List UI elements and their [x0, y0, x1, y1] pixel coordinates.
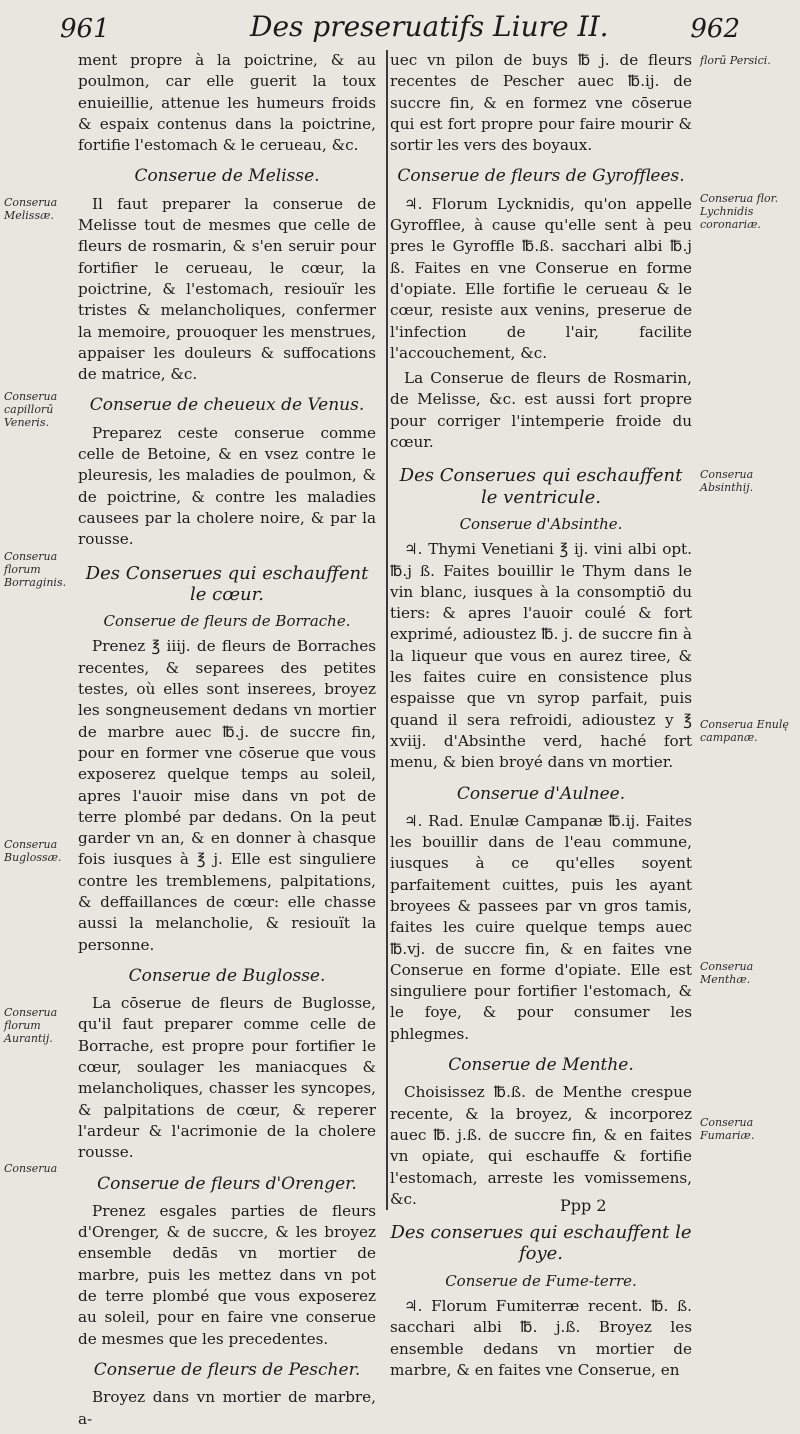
margin-note-capillorum: Conserua capillorū Veneris. [4, 390, 58, 429]
section-heading: Conserue de fleurs d'Orenger. [97, 1173, 357, 1194]
paragraph: Il faut preparer la conserue de Melisse tout de mesmes que celle de fleurs de rosmarin, & s'en seruir pour fortifier le cerueau, le cœur, la poictrine, & l'estomach, resiouïr les tristes & melancholiques, confermer la memoire, prouoquer les menstrues, appaiser les douleurs & suffocations de matrice, &c. [78, 194, 376, 384]
paragraph: uec vn pilon de buys ℔ j. de fleurs recentes de Pescher auec ℔.ij. de succre fin, & en formez vne cōserue qui est fort propre pour faire mourir & sortir les vers des boyaux. [390, 51, 692, 155]
section-heading: Conserue de cheueux de Venus. [89, 395, 365, 416]
paragraph: Prenez esgales parties de fleurs d'Orenger, & de succre, & les broyez ensemble dedās vn mortier de marbre, puis les mettez dans vn pot de terre plombé que vous exposerez au soleil, pour en faire vne conserue de mesmes que les precedentes. [78, 1201, 376, 1348]
paragraph: Prenez ℥ iiij. de fleurs de Borraches recentes, & separees des petites testes, où elles sont inserees, broyez les songneusement dedans vn mortier de marbre auec ℔.j. de succre fin, pour en former vne cōserue que vous exposerez quelque temps au soleil, apres l'auoir mise dans vn pot de terre plombé par dedans. On la peut garder vn an, & en donner à chasque fois iusques à ℥ j. Elle est singuliere contre les tremblemens, palpitations, & deffaillances de cœur: elle chasse aussi la melancholie, & resiouït la personne. [78, 637, 376, 954]
folio-left: 961 [60, 14, 110, 44]
paragraph: ♃. Thymi Venetiani ℥ ij. vini albi opt. ℔.j ß. Faites bouillir le Thym dans le vin blanc, iusques à la consomptiō du tiers: & apres l'auoir coulé & fort exprimé, adioustez ℔. j. de succre fin à la liqueur que vous en aurez tiree, & les faites cuire en consistence plus espaisse que vn syrop parfait, puis quand il sera refroidi, adioustez y ℥ xviij. d'Absinthe verd, haché fort menu, & bien broyé dans vn mortier. [390, 540, 692, 772]
chapter-heading: Des conserues qui eschauffent le foye. [390, 1222, 692, 1265]
margin-note-aurantij: Conserua florum Aurantij. [4, 1006, 58, 1045]
paragraph: Choisissez ℔.ß. de Menthe crespue recente, & la broyez, & incorporez auec ℔. j.ß. de succre fin, & en faites vn opiate, qui eschauffe & fortifie l'estomach, arreste les vomissemens, &c. [390, 1083, 692, 1208]
paragraph: ♃. Florum Lycknidis, qu'on appelle Gyrofflee, à cause qu'elle sent à peu pres le Gyroffle ℔.ß. sacchari albi ℔.j ß. Faites en vne Conserue en forme d'opiate. Elle fortifie le cerueau & le cœur, resiste aux venins, preserue de l'infection de l'air, facilite l'accouchement, &c. [390, 194, 692, 362]
chapter-heading: Des Conserues qui eschauffent le ventricule. [399, 465, 683, 508]
margin-note-buglossae: Conserua Buglossæ. [4, 838, 62, 864]
running-title: Des preseruatifs Liure II. [250, 10, 609, 43]
right-column [390, 50, 692, 1385]
margin-note-absinthij: Conserua Absinthij. [700, 468, 754, 494]
section-heading: Conserue de fleurs de Gyrofflees. [397, 166, 685, 187]
section-heading: Conserue de Buglosse. [128, 965, 326, 986]
margin-note-borraginis: Conserua florum Borraginis. [4, 550, 67, 589]
margin-note-melissae: Conserua Melissæ. [4, 196, 58, 222]
section-subheading: Conserue d'Absinthe. [459, 514, 623, 533]
margin-note-left-last: Conserua [4, 1162, 58, 1175]
paragraph: La Conserue de fleurs de Rosmarin, de Melisse, &c. est aussi fort propre pour corriger l'intemperie froide du cœur. [390, 369, 692, 452]
paragraph: La cōserue de fleurs de Buglosse, qu'il faut preparer comme celle de Borrache, est propre pour fortifier le cœur, soulager les maniacques & melancholiques, chasser les syncopes, & palpitations de cœur, & reperer l'ardeur & l'acrimonie de la cholere rousse. [78, 994, 376, 1162]
margin-note-enulae: Conserua Enulę campanæ. [700, 718, 789, 744]
folio-right: 962 [690, 14, 740, 44]
column-divider [386, 50, 388, 1210]
paragraph: Broyez dans vn mortier de marbre, a- [78, 1388, 376, 1428]
section-heading: Conserue d'Aulnee. [456, 783, 626, 804]
margin-note-fumariae: Conserua Fumariæ. [700, 1116, 755, 1142]
paragraph: Preparez ceste conserue comme celle de Betoine, & en vsez contre le pleuresis, les maladies de poulmon, & de poictrine, & contre les maladies causees par la cholere noire, & par la rousse. [78, 423, 376, 549]
chapter-heading: Des Conserues qui eschauffent le cœur. [85, 562, 369, 605]
margin-note-persici: florū Persici. [700, 54, 771, 67]
margin-note-lychnidis: Conserua flor. Lychnidis coronariæ. [700, 192, 779, 231]
left-column [78, 50, 376, 1434]
section-heading: Conserue de fleurs de Pescher. [93, 1359, 361, 1380]
section-subheading: Conserue de Fume-terre. [445, 1271, 637, 1290]
signature-mark: Ppp 2 [560, 1196, 607, 1215]
paragraph: ment propre à la poictrine, & au poulmon, car elle guerit la toux enuieillie, attenue les humeurs froids & espaix contenus dans la poictrine, fortifie l'estomach & le cerueau, &c. [78, 51, 376, 155]
paragraph: ♃. Rad. Enulæ Campanæ ℔.ij. Faites les bouillir dans de l'eau commune, iusques à ce qu'elles soyent parfaitement cuittes, puis les ayant broyees & passees par vn gros tamis, faites les cuire quelque temps auec ℔.vj. de succre fin, & en faites vne Conserue en forme d'opiate. Elle est singuliere pour fortifier l'estomach, & le foye, & pour consumer les phlegmes. [390, 811, 692, 1043]
section-heading: Conserue de Menthe. [448, 1055, 634, 1076]
section-subheading: Conserue de fleurs de Borrache. [103, 612, 351, 631]
section-heading: Conserue de Melisse. [134, 166, 320, 187]
paragraph: ♃. Florum Fumiterræ recent. ℔. ß. sacchari albi ℔. j.ß. Broyez les ensemble dedans vn mortier de marbre, & en faites vne Conserue, en [390, 1297, 692, 1379]
margin-note-menthae: Conserua Menthæ. [700, 960, 754, 986]
